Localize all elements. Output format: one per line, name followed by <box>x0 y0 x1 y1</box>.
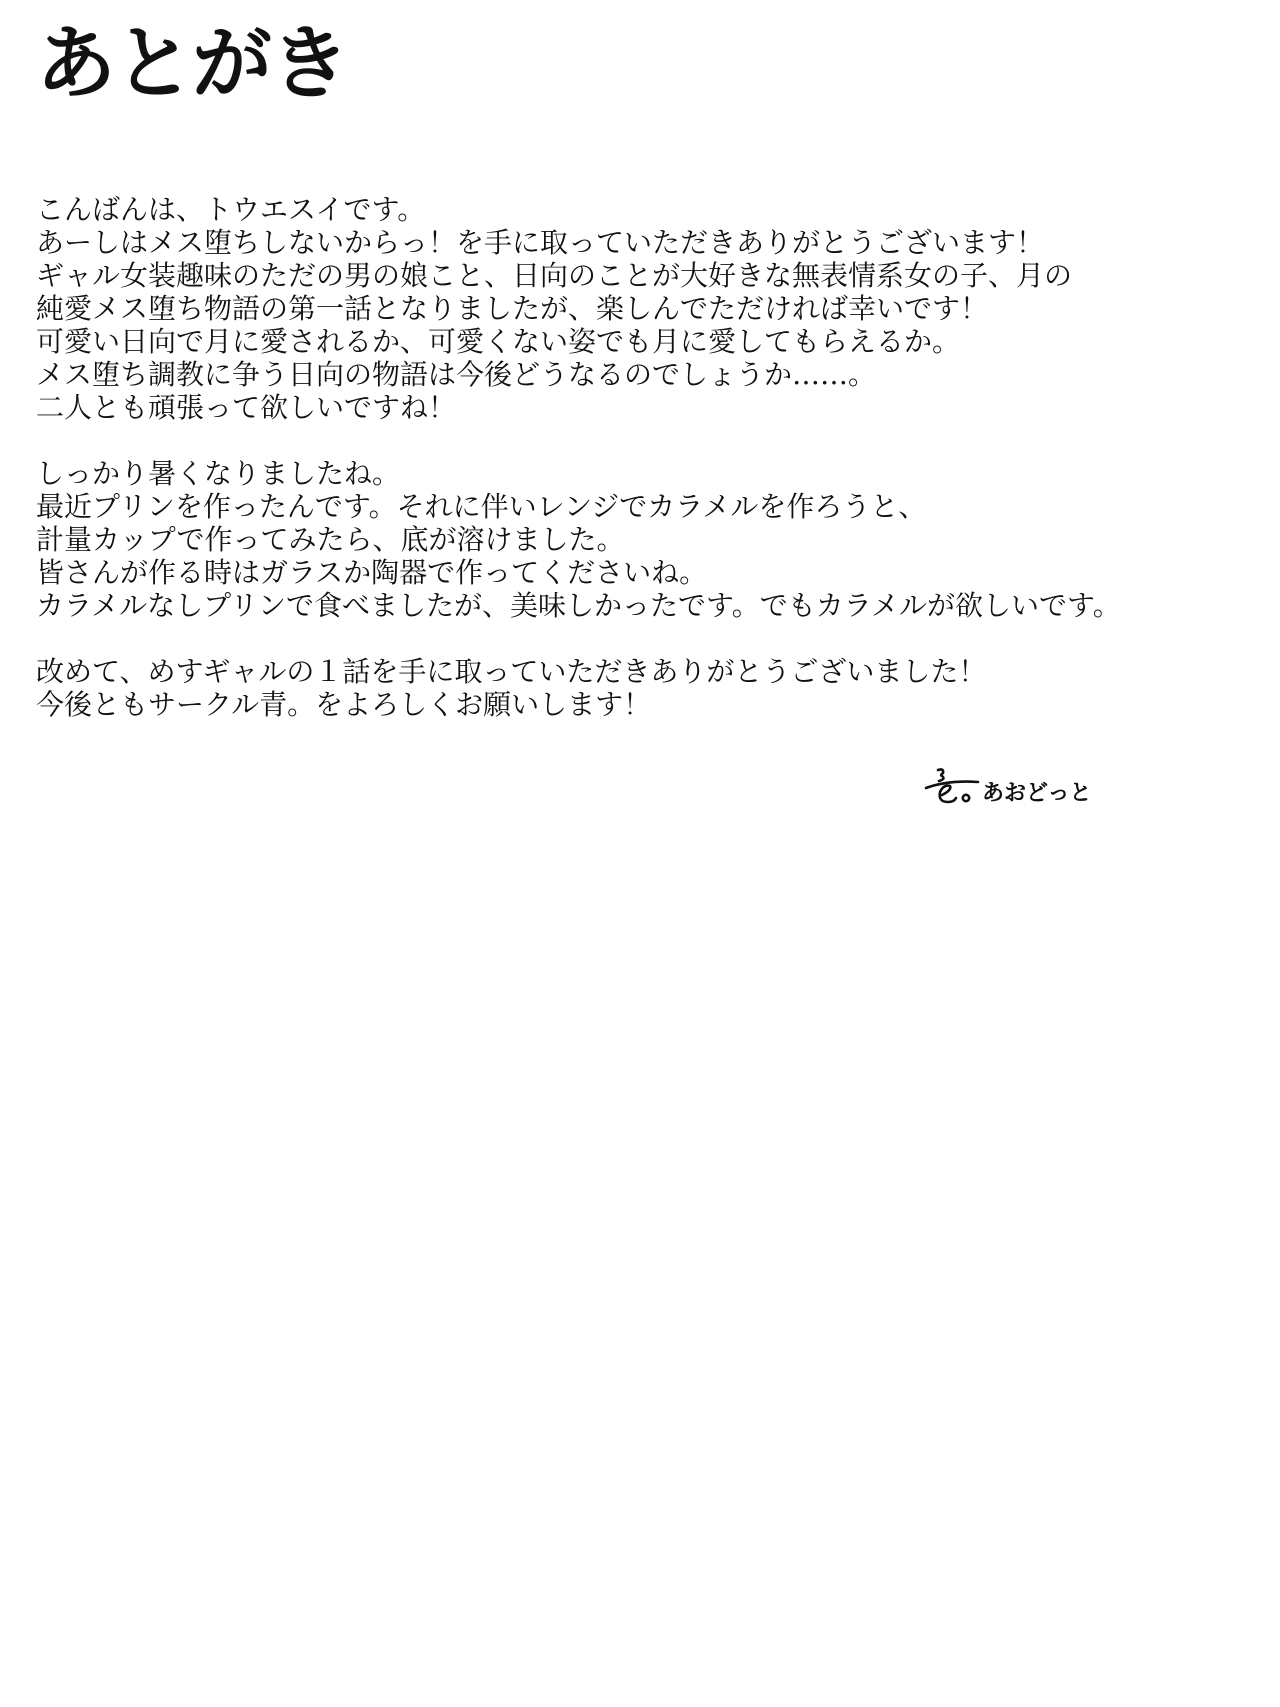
text-line: 最近プリンを作ったんです。それに伴いレンジでカラメルを作ろうと、 <box>36 490 927 523</box>
text-line: メス堕ち調教に争う日向の物語は今後どうなるのでしょうか……。 <box>36 358 877 391</box>
text-line: 改めて、めすギャルの１話を手に取っていただきありがとうございました！ <box>36 655 987 688</box>
page-title: あとがき <box>36 17 348 110</box>
paragraph-greeting <box>36 193 1256 424</box>
text-line: 今後ともサークル青。をよろしくお願いします！ <box>36 688 652 721</box>
afterword-body <box>36 193 1256 721</box>
text-line: 純愛メス堕ち物語の第一話となりましたが、楽しんでただければ幸いです！ <box>36 292 989 325</box>
text-line: ギャル女装趣味のただの男の娘こと、日向のことが大好きな無表情系女の子、月の <box>36 259 1073 292</box>
text-line: こんばんは、トウエスイです。 <box>36 193 426 226</box>
paragraph-closing <box>36 655 1256 721</box>
text-line: 皆さんが作る時はガラスか陶器で作ってくださいね。 <box>36 556 708 589</box>
text-line: 二人とも頑張って欲しいですね！ <box>36 391 457 424</box>
text-line: 可愛い日向で月に愛されるか、可愛くない姿でも月に愛してもらえるか。 <box>36 325 961 358</box>
text-line: 計量カップで作ってみたら、底が溶けました。 <box>36 523 625 556</box>
paragraph-pudding <box>36 457 1256 622</box>
author-signature <box>918 762 1098 818</box>
text-line: しっかり暑くなりましたね。 <box>36 457 401 490</box>
text-line: あーしはメス堕ちしないからっ！を手に取っていただきありがとうございます！ <box>36 226 1045 259</box>
signature-text: あおどっと <box>982 781 1092 806</box>
text-line: カラメルなしプリンで食べましたが、美味しかったです。でもカラメルが欲しいです。 <box>36 589 1121 622</box>
